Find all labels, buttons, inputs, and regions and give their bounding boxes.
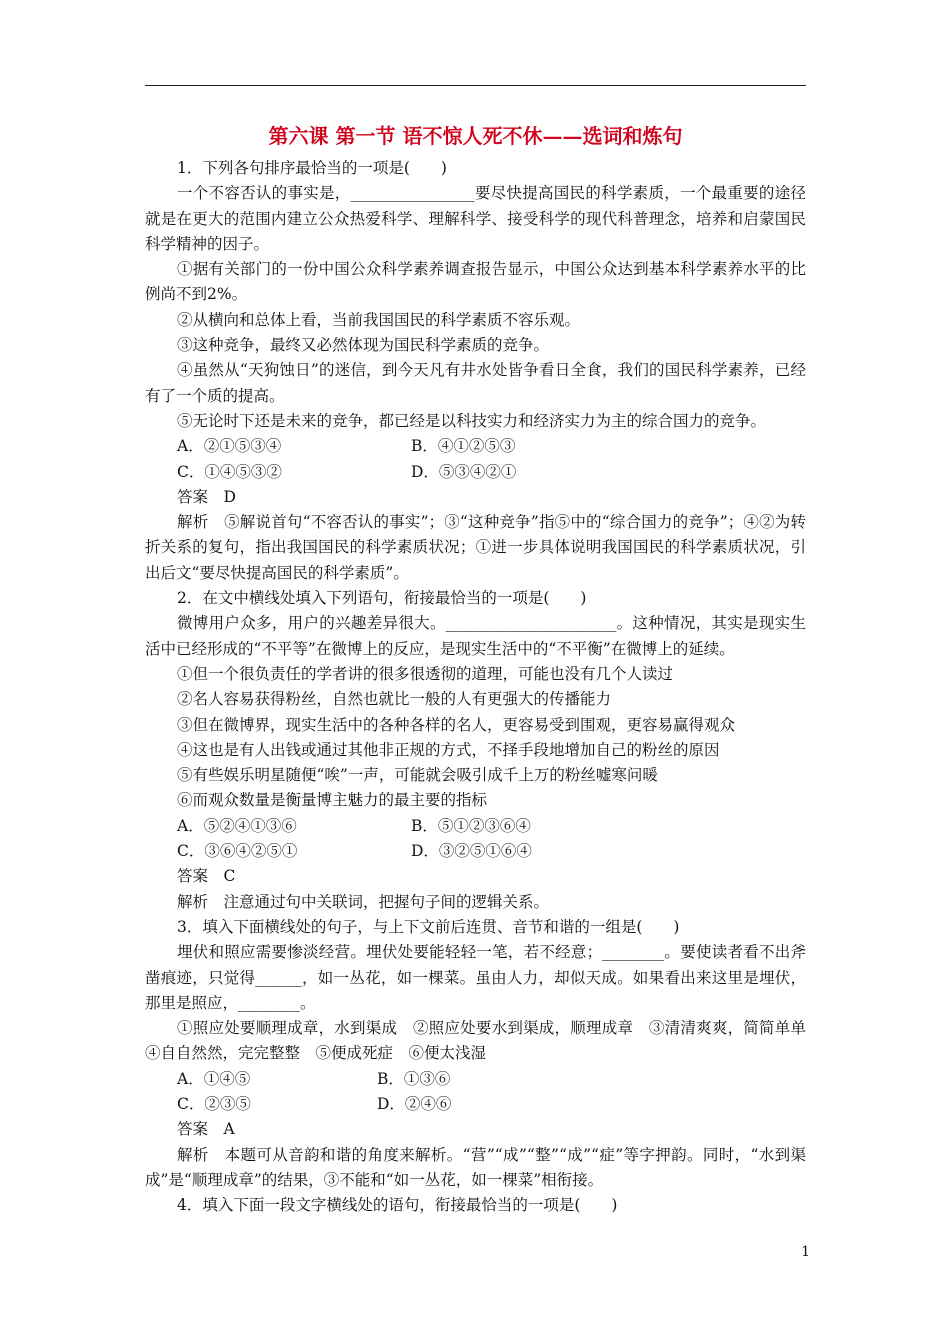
q1-passage: 一个不容否认的事实是，________________要尽快提高国民的科学素质，一个最重要的途径就是在更大的范围内建立公众热爱科学、理解科学、接受科学的现代科普理念，培养和启蒙国民科学精神的因子。 <box>145 184 806 253</box>
q2-sentence-1: ①但一个很负责任的学者讲的很多很透彻的道理，可能也没有几个人读过 <box>177 664 674 683</box>
q1-option-b: B．④①②⑤③ <box>411 437 516 456</box>
q2-option-c: C．③⑥④②⑤① <box>177 842 298 861</box>
q2-sentence-4: ④这也是有人出钱或通过其他非正规的方式，不择手段地增加自己的粉丝的原因 <box>177 740 720 759</box>
q4-stem: 4．填入下面一段文字横线处的语句，衔接最恰当的一项是( ) <box>177 1196 618 1215</box>
q3-options-row-2 <box>145 1092 806 1117</box>
q3-answer: 答案 A <box>177 1120 235 1139</box>
q2-option-d: D．③②⑤①⑥④ <box>411 842 532 861</box>
q1-options-row-1 <box>145 434 806 459</box>
q3-option-a: A．①④⑤ <box>177 1069 251 1088</box>
q1-option-c: C．①④⑤③② <box>177 462 282 481</box>
q3-option-c: C．②③⑤ <box>177 1094 251 1113</box>
q2-options-row-2 <box>145 839 806 864</box>
document-body <box>145 114 822 1218</box>
q3-passage: 埋伏和照应需要惨淡经营。埋伏处要能轻轻一笔，若不经意；________。要使读者看不出斧凿痕迹，只觉得______，如一丛花，如一棵菜。虽由人力，却似天成。如果看出来这里是埋伏，那里是照应，________。 <box>145 943 806 1012</box>
q2-passage: 微博用户众多，用户的兴趣差异很大。______________________。这种情况，其实是现实生活中已经形成的“不平等”在微博上的反应，是现实生活中的“不平衡”在微博上的延续。 <box>145 614 806 658</box>
q3-option-b: B．①③⑥ <box>377 1069 451 1088</box>
q2-option-a: A．⑤②④①③⑥ <box>177 816 297 835</box>
q3-options-row-1 <box>145 1067 806 1092</box>
q1-option-a: A．②①⑤③④ <box>177 437 282 456</box>
q1-answer: 答案 D <box>177 487 236 506</box>
q2-sentence-3: ③但在微博界，现实生活中的各种各样的名人，更容易受到围观，更容易赢得观众 <box>177 715 736 734</box>
q3-stem: 3．填入下面横线处的句子，与上下文前后连贯、音节和谐的一组是( ) <box>177 917 680 936</box>
q2-option-b: B．⑤①②③⑥④ <box>411 816 531 835</box>
q2-stem: 2．在文中横线处填入下列语句，衔接最恰当的一项是( ) <box>177 589 587 608</box>
q3-option-d: D．②④⑥ <box>377 1094 452 1113</box>
q3-sentence-list: ①照应处要顺理成章，水到渠成 ②照应处要水到渠成，顺理成章 ③清清爽爽，简简单单 ④自自然然，完完整整 ⑤便成死症 ⑥便太浅湿 <box>145 1019 822 1063</box>
page-number: 1 <box>801 1244 810 1260</box>
q1-sentence-2: ②从横向和总体上看，当前我国国民的科学素质不容乐观。 <box>177 310 581 329</box>
q2-sentence-6: ⑥而观众数量是衡量博主魅力的最主要的指标 <box>177 791 488 810</box>
q2-answer: 答案 C <box>177 867 236 886</box>
q1-sentence-1: ①据有关部门的一份中国公众科学素养调查报告显示，中国公众达到基本科学素养水平的比例尚不到2%。 <box>145 260 806 304</box>
q1-option-d: D．⑤③④②① <box>411 462 517 481</box>
header-rule <box>145 85 806 86</box>
q1-stem: 1．下列各句排序最恰当的一项是( ) <box>177 159 447 177</box>
page-title: 第六课 第一节 语不惊人死不休——选词和炼句 <box>268 124 683 148</box>
q2-options-row-1 <box>145 814 806 839</box>
q1-sentence-3: ③这种竞争，最终又必然体现为国民科学素质的竞争。 <box>177 336 550 355</box>
q3-analysis: 解析 本题可从音韵和谐的角度来解析。“营”“成”“整”“成”“症”等字押韵。同时，“水到渠成”是“顺理成章”的结果，③不能和“如一丛花，如一棵菜”相衔接。 <box>145 1145 806 1189</box>
q1-analysis: 解析 ⑤解说首句“不容否认的事实”；③“这种竞争”指⑤中的“综合国力的竞争”；④②为转折关系的复句，指出我国国民的科学素质状况；①进一步具体说明我国国民的科学素质状况，引出后文“要尽快提高国民的科学素质”。 <box>145 513 806 582</box>
q1-sentence-5: ⑤无论时下还是未来的竞争，都已经是以科技实力和经济实力为主的综合国力的竞争。 <box>177 411 767 430</box>
q2-analysis: 解析 注意通过句中关联词，把握句子间的逻辑关系。 <box>177 892 550 911</box>
q2-sentence-5: ⑤有些娱乐明星随便“唉”一声，可能就会吸引成千上万的粉丝嘘寒问暖 <box>177 766 658 785</box>
q2-sentence-2: ②名人容易获得粉丝，自然也就比一般的人有更强大的传播能力 <box>177 690 612 709</box>
q1-sentence-4: ④虽然从“天狗蚀日”的迷信，到今天凡有井水处皆争看日全食，我们的国民科学素养，已经有了一个质的提高。 <box>145 361 806 405</box>
q1-options-row-2 <box>145 460 806 485</box>
